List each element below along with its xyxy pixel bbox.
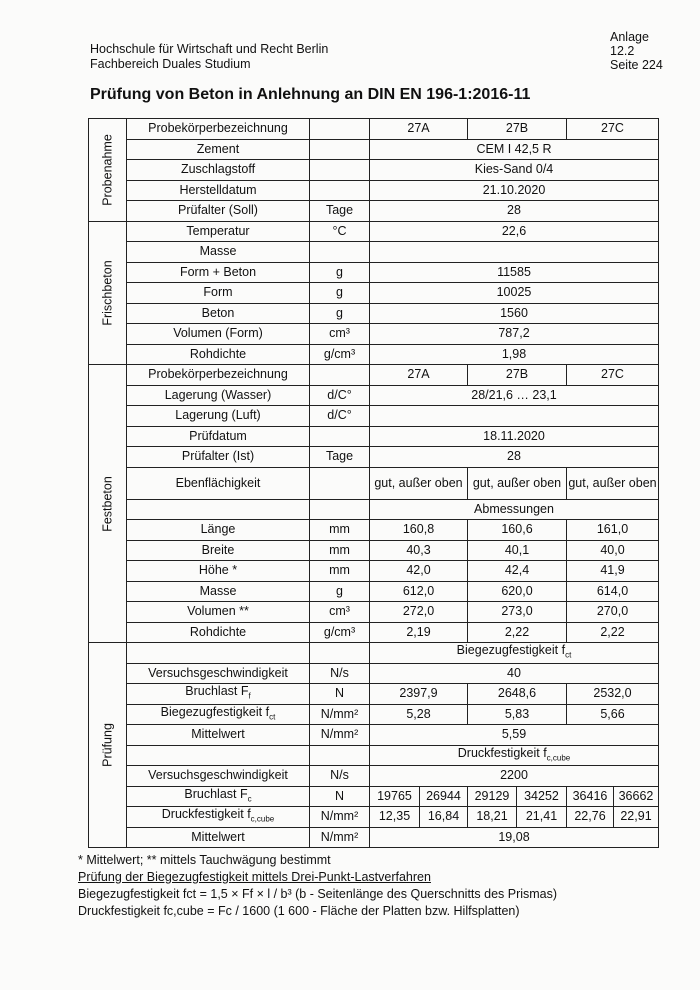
- row-label: Probekörperbezeichnung: [127, 365, 310, 386]
- unit-cell: g/cm³: [310, 344, 370, 365]
- row-label: Mittelwert: [127, 827, 310, 848]
- value-27a: 5,28: [370, 704, 468, 725]
- value-cell: 21.10.2020: [370, 180, 659, 201]
- value-27c: 2532,0: [567, 684, 659, 705]
- row-label: Bruchlast $F_c$: [127, 786, 310, 807]
- row-label: Volumen **: [127, 602, 310, 623]
- section-probenahme: Probenahme: [89, 119, 127, 222]
- value-cell: 18,21: [468, 807, 517, 828]
- value-cell: 22,6: [370, 221, 659, 242]
- table-row: [89, 663, 659, 684]
- value-27a: 160,8: [370, 520, 468, 541]
- table-row: [89, 426, 659, 447]
- value-27c: 40,0: [567, 540, 659, 561]
- appendix-label: [610, 30, 663, 72]
- value-cell: 40: [370, 663, 659, 684]
- value-cell: CEM I 42,5 R: [370, 139, 659, 160]
- row-label: [127, 745, 310, 766]
- table-row: [89, 786, 659, 807]
- row-label: Druckfestigkeit $f_{c,cube}$: [127, 807, 310, 828]
- flatness-27b: gut, außer oben: [468, 467, 567, 499]
- dimensions-header: Abmessungen: [370, 499, 659, 520]
- value-27b: 40,1: [468, 540, 567, 561]
- row-label: Zement: [127, 139, 310, 160]
- row-label: Breite: [127, 540, 310, 561]
- unit-cell: N: [310, 684, 370, 705]
- row-label: Versuchsgeschwindigkeit: [127, 766, 310, 787]
- unit-cell: d/C°: [310, 385, 370, 406]
- unit-cell: g: [310, 581, 370, 602]
- value-cell: 787,2: [370, 324, 659, 345]
- unit-cell: Tage: [310, 447, 370, 468]
- unit-cell: [310, 365, 370, 386]
- table-row: [89, 365, 659, 386]
- value-cell: 19,08: [370, 827, 659, 848]
- unit-cell: N/mm²: [310, 704, 370, 725]
- unit-cell: mm: [310, 520, 370, 541]
- value-27c: 41,9: [567, 561, 659, 582]
- table-row: [89, 262, 659, 283]
- row-label: Höhe *: [127, 561, 310, 582]
- anlage-number: 12.2: [610, 44, 635, 58]
- value-27a: 40,3: [370, 540, 468, 561]
- value-27a: 42,0: [370, 561, 468, 582]
- value-cell: Kies-Sand 0/4: [370, 160, 659, 181]
- specimen-27c: 27C: [567, 119, 659, 140]
- unit-cell: [310, 467, 370, 499]
- row-label: Lagerung (Luft): [127, 406, 310, 427]
- footnotes: [78, 852, 557, 920]
- table-row: [89, 602, 659, 623]
- value-cell: 26944: [420, 786, 468, 807]
- value-cell: 28: [370, 447, 659, 468]
- value-cell: 1560: [370, 303, 659, 324]
- specimen-27b: 27B: [468, 119, 567, 140]
- table-row: [89, 324, 659, 345]
- unit-cell: [310, 242, 370, 263]
- table-row: [89, 684, 659, 705]
- row-label: Herstelldatum: [127, 180, 310, 201]
- value-cell: 22,91: [614, 807, 659, 828]
- value-27a: 272,0: [370, 602, 468, 623]
- row-label: Zuschlagstoff: [127, 160, 310, 181]
- value-27c: 5,66: [567, 704, 659, 725]
- footnote-line: Biegezugfestigkeit fct = 1,5 × Ff × l / b³ (b - Seitenlänge des Querschnitts des Prismas): [78, 887, 558, 901]
- specimen-27b: 27B: [468, 365, 567, 386]
- specimen-27c: 27C: [567, 365, 659, 386]
- unit-cell: N/s: [310, 663, 370, 684]
- unit-cell: N/mm²: [310, 725, 370, 746]
- flatness-27a: gut, außer oben: [370, 467, 468, 499]
- table-row: [89, 725, 659, 746]
- table-row: [89, 242, 659, 263]
- flexural-header: Biegezugfestigkeit $f_{ct}$: [370, 643, 659, 664]
- value-27b: 160,6: [468, 520, 567, 541]
- compressive-header: Druckfestigkeit $f_{c,cube}$: [370, 745, 659, 766]
- value-27c: 614,0: [567, 581, 659, 602]
- row-label: Form + Beton: [127, 262, 310, 283]
- table-row: [89, 622, 659, 643]
- unit-cell: Tage: [310, 201, 370, 222]
- table-row: [89, 160, 659, 181]
- row-label: Mittelwert: [127, 725, 310, 746]
- anlage-label: Anlage: [610, 30, 649, 44]
- value-27b: 273,0: [468, 602, 567, 623]
- table-row: [89, 807, 659, 828]
- value-cell: 21,41: [517, 807, 567, 828]
- row-label: Masse: [127, 581, 310, 602]
- row-label: [127, 499, 310, 520]
- flatness-27c: gut, außer oben: [567, 467, 659, 499]
- row-label: Rohdichte: [127, 344, 310, 365]
- unit-cell: [310, 499, 370, 520]
- value-27a: 612,0: [370, 581, 468, 602]
- row-label: Beton: [127, 303, 310, 324]
- unit-cell: d/C°: [310, 406, 370, 427]
- footnote-line: Druckfestigkeit fc,cube = Fc / 1600 (1 600 - Fläche der Platten bzw. Hilfsplatten): [78, 904, 520, 918]
- unit-cell: [310, 643, 370, 664]
- row-label: Lagerung (Wasser): [127, 385, 310, 406]
- value-cell: 16,84: [420, 807, 468, 828]
- department-name: Fachbereich Duales Studium: [90, 57, 251, 71]
- value-cell: 29129: [468, 786, 517, 807]
- row-label: Rohdichte: [127, 622, 310, 643]
- value-cell: 36662: [614, 786, 659, 807]
- row-label: Volumen (Form): [127, 324, 310, 345]
- unit-cell: N/mm²: [310, 807, 370, 828]
- row-label: Prüfdatum: [127, 426, 310, 447]
- value-cell: 5,59: [370, 725, 659, 746]
- row-label: Masse: [127, 242, 310, 263]
- table-row: [89, 201, 659, 222]
- value-cell: 28: [370, 201, 659, 222]
- value-27c: 270,0: [567, 602, 659, 623]
- table-row: [89, 499, 659, 520]
- row-label: Prüfalter (Soll): [127, 201, 310, 222]
- unit-cell: [310, 160, 370, 181]
- value-27b: 42,4: [468, 561, 567, 582]
- table-row: [89, 766, 659, 787]
- footnote-line: * Mittelwert; ** mittels Tauchwägung bestimmt: [78, 853, 331, 867]
- unit-cell: g: [310, 262, 370, 283]
- specimen-27a: 27A: [370, 119, 468, 140]
- value-27b: 620,0: [468, 581, 567, 602]
- section-festbeton: Festbeton: [89, 365, 127, 643]
- value-27a: 2397,9: [370, 684, 468, 705]
- specimen-27a: 27A: [370, 365, 468, 386]
- row-label: Form: [127, 283, 310, 304]
- table-row: [89, 283, 659, 304]
- table-row: [89, 704, 659, 725]
- row-label: Temperatur: [127, 221, 310, 242]
- value-cell: 1,98: [370, 344, 659, 365]
- table-row: [89, 447, 659, 468]
- value-cell: 11585: [370, 262, 659, 283]
- row-label: Prüfalter (Ist): [127, 447, 310, 468]
- unit-cell: [310, 119, 370, 140]
- table-row: [89, 467, 659, 499]
- unit-cell: cm³: [310, 602, 370, 623]
- unit-cell: N/mm²: [310, 827, 370, 848]
- value-cell: 22,76: [567, 807, 614, 828]
- row-label: Biegezugfestigkeit $f_{ct}$: [127, 704, 310, 725]
- page-number: Seite 224: [610, 58, 663, 72]
- institution-name: Hochschule für Wirtschaft und Recht Berlin: [90, 42, 329, 56]
- table-row: [89, 119, 659, 140]
- value-cell: 2200: [370, 766, 659, 787]
- unit-cell: g: [310, 283, 370, 304]
- unit-cell: cm³: [310, 324, 370, 345]
- value-cell: 19765: [370, 786, 420, 807]
- table-row: [89, 139, 659, 160]
- table-row: [89, 180, 659, 201]
- table-row: [89, 520, 659, 541]
- table-row: [89, 406, 659, 427]
- row-label: Ebenflächigkeit: [127, 467, 310, 499]
- value-cell: [370, 242, 659, 263]
- value-cell: 36416: [567, 786, 614, 807]
- value-cell: 28/21,6 … 23,1: [370, 385, 659, 406]
- test-report-table: [88, 118, 658, 848]
- value-cell: 18.11.2020: [370, 426, 659, 447]
- value-27b: 2,22: [468, 622, 567, 643]
- table-row: [89, 745, 659, 766]
- unit-cell: N: [310, 786, 370, 807]
- section-pruefung: Prüfung: [89, 643, 127, 848]
- value-cell: 12,35: [370, 807, 420, 828]
- unit-cell: mm: [310, 561, 370, 582]
- value-cell: 10025: [370, 283, 659, 304]
- table-row: [89, 561, 659, 582]
- document-title: Prüfung von Beton in Anlehnung an DIN EN 196-1:2016-11: [90, 86, 531, 103]
- row-label: Länge: [127, 520, 310, 541]
- table-row: [89, 385, 659, 406]
- unit-cell: [310, 139, 370, 160]
- value-27a: 2,19: [370, 622, 468, 643]
- value-cell: 34252: [517, 786, 567, 807]
- unit-cell: g: [310, 303, 370, 324]
- value-27c: 161,0: [567, 520, 659, 541]
- row-label: [127, 643, 310, 664]
- unit-cell: [310, 745, 370, 766]
- table-row: [89, 581, 659, 602]
- unit-cell: [310, 180, 370, 201]
- table-row: [89, 643, 659, 664]
- unit-cell: [310, 426, 370, 447]
- institution-header: [90, 42, 328, 72]
- unit-cell: mm: [310, 540, 370, 561]
- table-row: [89, 303, 659, 324]
- row-label: Bruchlast $F_f$: [127, 684, 310, 705]
- unit-cell: N/s: [310, 766, 370, 787]
- row-label: Probekörperbezeichnung: [127, 119, 310, 140]
- value-27b: 5,83: [468, 704, 567, 725]
- value-27b: 2648,6: [468, 684, 567, 705]
- value-cell: [370, 406, 659, 427]
- table-row: [89, 344, 659, 365]
- footnote-line: Prüfung der Biegezugfestigkeit mittels Drei-Punkt-Lastverfahren: [78, 870, 431, 884]
- row-label: Versuchsgeschwindigkeit: [127, 663, 310, 684]
- section-frischbeton: Frischbeton: [89, 221, 127, 365]
- value-27c: 2,22: [567, 622, 659, 643]
- table-row: [89, 540, 659, 561]
- table-row: [89, 827, 659, 848]
- table-row: [89, 221, 659, 242]
- unit-cell: g/cm³: [310, 622, 370, 643]
- unit-cell: °C: [310, 221, 370, 242]
